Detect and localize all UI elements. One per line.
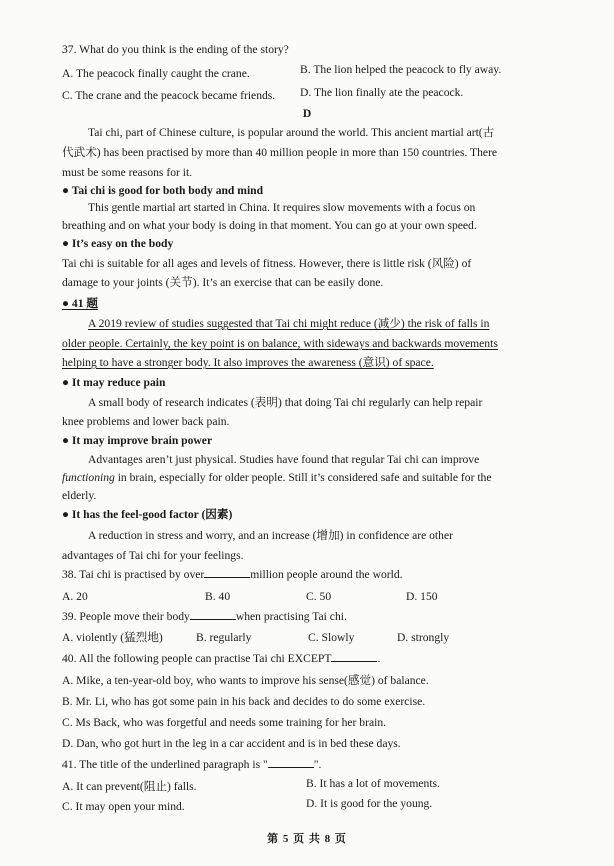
q37-option-b: B. The lion helped the peacock to fly away. xyxy=(300,63,502,76)
q39-option-d: D. strongly xyxy=(397,631,450,644)
paragraph6-line2: advantages of Tai chi for your feelings. xyxy=(62,549,244,562)
q38-stem-post: million people around the world. xyxy=(250,568,403,581)
paragraph5-line3: elderly. xyxy=(62,489,97,502)
q40-option-c: C. Ms Back, who was forgetful and needs some training for her brain. xyxy=(62,716,387,729)
paragraph2-line2: damage to your joints (关节). It’s an exercise that can be easily done. xyxy=(62,276,384,289)
q38-option-b: B. 40 xyxy=(205,590,231,603)
q40-option-d: D. Dan, who got hurt in the leg in a car accident and is in bed these days. xyxy=(62,737,401,750)
paragraph1-line2: breathing and on what your body is doing in that moment. You can go at your own speed. xyxy=(62,219,477,232)
paragraph4-line1: A small body of research indicates (表明) that doing Tai chi regularly can help repair xyxy=(88,396,483,409)
section-label: D xyxy=(302,107,312,120)
q39-stem-post: when practising Tai chi. xyxy=(235,610,347,623)
q41-option-c: C. It may open your mind. xyxy=(62,800,185,813)
q39-option-c: C. Slowly xyxy=(308,631,355,644)
q39-stem-pre: 39. People move their body xyxy=(62,610,190,623)
heading-brain-power: ● It may improve brain power xyxy=(62,434,213,447)
underlined-paragraph-line2: older people. Certainly, the key point is on balance, with sideways and backwards movements xyxy=(62,337,498,350)
paragraph4-line2: knee problems and lower back pain. xyxy=(62,415,230,428)
q37-option-d: D. The lion finally ate the peacock. xyxy=(300,86,464,99)
q40-stem-pre: 40. All the following people can practise Tai chi EXCEPT xyxy=(62,652,332,665)
q40-stem-post: . xyxy=(377,652,381,665)
heading-q41: ● 41 题 xyxy=(62,297,98,310)
q40-stem xyxy=(62,651,380,666)
q38-stem xyxy=(62,567,403,582)
page-footer: 第 5 页 共 8 页 xyxy=(267,833,347,845)
paragraph1-line1: This gentle martial art started in China. It requires slow movements with a focus on xyxy=(88,201,476,214)
q38-option-a: A. 20 xyxy=(62,590,88,603)
q40-option-a: A. Mike, a ten-year-old boy, who wants to improve his sense(感觉) of balance. xyxy=(62,674,429,687)
heading-body-and-mind: ● Tai chi is good for both body and mind xyxy=(62,184,264,197)
heading-feel-good: ● It has the feel-good factor (因素) xyxy=(62,508,233,521)
q39-option-b: B. regularly xyxy=(196,631,252,644)
paragraph5-italic-word: functioning xyxy=(62,471,115,484)
q41-stem xyxy=(62,757,321,772)
heading-reduce-pain: ● It may reduce pain xyxy=(62,376,166,389)
q38-stem-pre: 38. Tai chi is practised by over xyxy=(62,568,205,581)
q38-blank xyxy=(204,567,250,578)
q39-stem xyxy=(62,609,347,624)
q37-option-a: A. The peacock finally caught the crane. xyxy=(62,67,250,80)
q41-option-d: D. It is good for the young. xyxy=(306,797,433,810)
q38-option-c: C. 50 xyxy=(306,590,332,603)
paragraph5-line2 xyxy=(62,470,492,485)
paragraph2-line1: Tai chi is suitable for all ages and levels of fitness. However, there is little risk (风险) of xyxy=(62,257,472,270)
q39-blank xyxy=(190,609,236,620)
heading-easy-on-body: ● It’s easy on the body xyxy=(62,237,174,250)
underlined-paragraph-line3: helping to have a stronger body. It also improves the awareness (意识) of space. xyxy=(62,356,434,369)
q40-option-b: B. Mr. Li, who has got some pain in his back and decides to do some exercise. xyxy=(62,695,426,708)
passage-intro-line1: Tai chi, part of Chinese culture, is popular around the world. This ancient martial art(古 xyxy=(88,126,495,139)
q39-option-a: A. violently (猛烈地) xyxy=(62,631,163,644)
q41-option-b: B. It has a lot of movements. xyxy=(306,777,440,790)
q41-stem-pre: 41. The title of the underlined paragraph is " xyxy=(62,758,268,771)
underlined-paragraph-line1: A 2019 review of studies suggested that Tai chi might reduce (减少) the risk of falls in xyxy=(88,317,490,330)
q37-option-c: C. The crane and the peacock became friends. xyxy=(62,89,276,102)
paragraph5-line2-rest: in brain, especially for older people. Still it’s considered safe and suitable for the xyxy=(114,471,492,484)
q40-blank xyxy=(331,651,377,662)
q41-option-a: A. It can prevent(阻止) falls. xyxy=(62,780,197,793)
q41-stem-post: ". xyxy=(313,758,322,771)
q37-stem: 37. What do you think is the ending of the story? xyxy=(62,43,289,56)
passage-intro-line2: 代武术) has been practised by more than 40 million people in more than 150 countries. There xyxy=(62,146,498,159)
q41-blank xyxy=(268,757,314,768)
paragraph6-line1: A reduction in stress and worry, and an increase (增加) in confidence are other xyxy=(88,529,453,542)
q38-option-d: D. 150 xyxy=(406,590,438,603)
paragraph5-line1: Advantages aren’t just physical. Studies have found that regular Tai chi can improve xyxy=(88,453,480,466)
passage-intro-line3: must be some reasons for it. xyxy=(62,166,193,179)
